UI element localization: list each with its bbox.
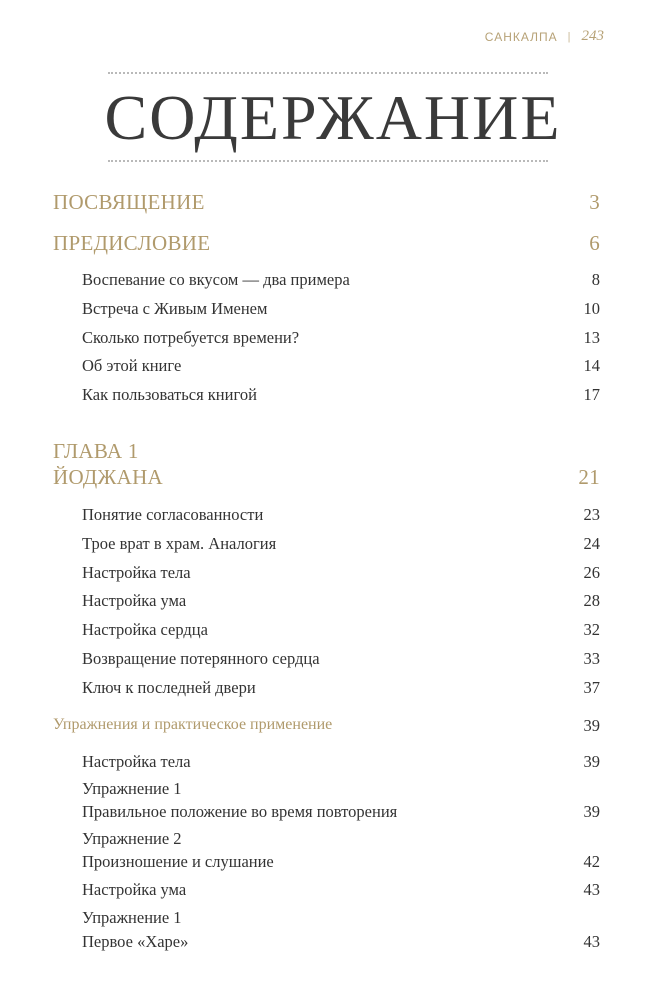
toc-entry-page: 13 [583, 328, 600, 347]
toc-entry-page: 17 [583, 385, 600, 404]
toc-entry-title: Произношение и слушание [82, 852, 274, 871]
toc-entry-title: Об этой книге [82, 356, 182, 375]
toc-entry-page: 37 [583, 678, 600, 697]
toc-entry-title: Трое врат в храм. Аналогия [82, 534, 277, 553]
toc-entry-title: Настройка сердца [82, 620, 208, 639]
page-title: СОДЕРЖАНИЕ [104, 82, 562, 153]
toc-entry-title: Упражнения и практическое применение [53, 716, 333, 733]
toc-entry-page: 3 [589, 190, 600, 214]
toc-entry-title: Понятие согласованности [82, 505, 264, 524]
toc-entry-page: 21 [578, 465, 600, 489]
top-dotted-rule [108, 72, 548, 74]
toc-entry-title: ПРЕДИСЛОВИЕ [53, 231, 211, 255]
toc-entry-title: Упражнение 2 [82, 829, 182, 848]
toc-entry-page: 42 [583, 852, 600, 871]
toc-entry-title: Как пользоваться книгой [82, 385, 257, 404]
running-head-separator: | [567, 30, 572, 43]
toc-entry-page: 39 [583, 752, 600, 771]
toc-entry-page: 23 [583, 505, 600, 524]
running-head [485, 28, 604, 45]
toc-entry-page: 14 [583, 356, 600, 375]
toc-entry-title: Упражнение 1 [82, 908, 182, 927]
toc-entry-title: Ключ к последней двери [82, 678, 256, 697]
toc-entry-page: 32 [583, 620, 600, 639]
toc-entry-page: 8 [591, 270, 600, 289]
toc-entry-page: 43 [583, 880, 600, 899]
toc-entry-title: Воспевание со вкусом — два примера [82, 270, 350, 289]
bottom-dotted-rule [108, 160, 548, 162]
toc-entry-title: Правильное положение во время повторения [82, 802, 398, 821]
toc-entry-title: ГЛАВА 1 [53, 439, 139, 463]
toc-entry-title: ЙОДЖАНА [53, 465, 164, 489]
toc-entry-title: Упражнение 1 [82, 779, 182, 798]
toc-entry-title: Настройка тела [82, 752, 191, 771]
toc-entry-page: 39 [583, 716, 600, 735]
toc-entry-page: 26 [583, 563, 600, 582]
toc-entry-title: Сколько потребуется времени? [82, 328, 300, 347]
toc-entry-page: 28 [583, 591, 600, 610]
toc-entry-title: Настройка ума [82, 591, 187, 610]
toc-entry-title: Первое «Харе» [82, 932, 189, 951]
toc-entry-page: 39 [583, 802, 600, 821]
toc-entry-page: 6 [589, 231, 600, 255]
toc-entry-title: Встреча с Живым Именем [82, 299, 268, 318]
toc-entry-page: 10 [583, 299, 600, 318]
toc-entry-page: 43 [583, 932, 600, 951]
running-head-section: САНКАЛПА [484, 29, 558, 44]
toc-entry-title: Настройка тела [82, 563, 191, 582]
toc-entry-page: 24 [583, 534, 600, 553]
toc-entry-page: 33 [583, 649, 600, 668]
running-head-page-number: 243 [581, 28, 604, 44]
toc-entry-title: Настройка ума [82, 880, 187, 899]
toc-entry-title: ПОСВЯЩЕНИЕ [53, 190, 205, 214]
toc-entry-title: Возвращение потерянного сердца [82, 649, 320, 668]
